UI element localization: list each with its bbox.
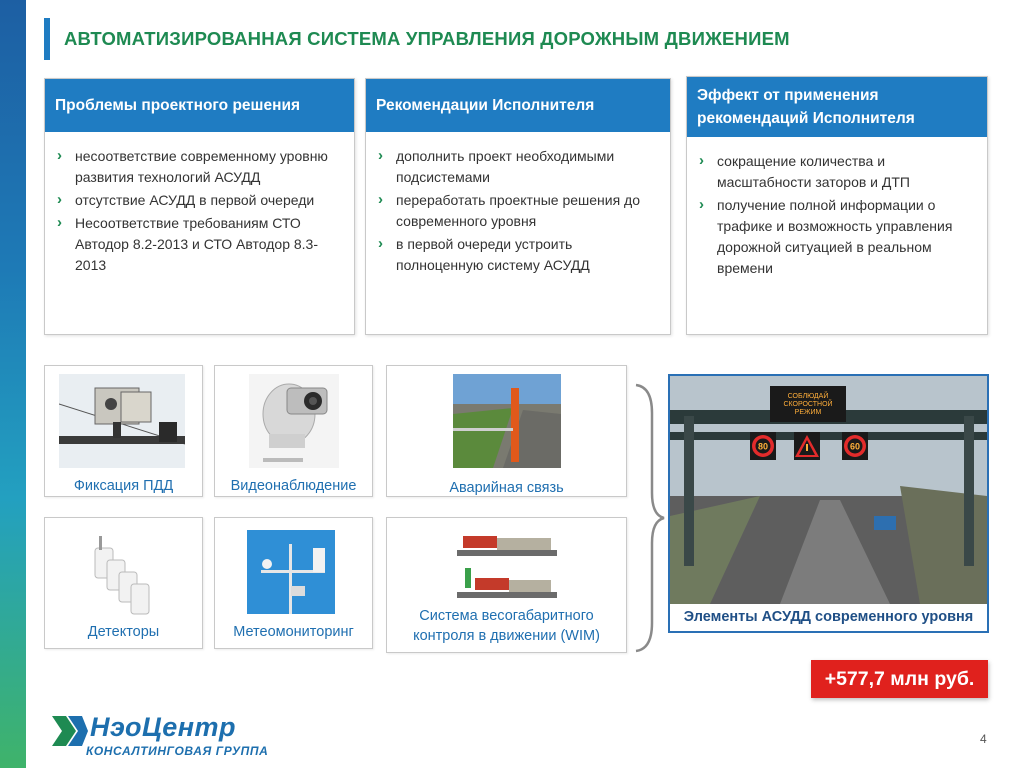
recommendations-heading: Рекомендации Исполнителя xyxy=(366,79,670,132)
tile-traffic-fixation xyxy=(44,365,203,497)
logo-name: НэоЦентр xyxy=(90,712,237,742)
speed-limit-right: 60 xyxy=(849,441,861,452)
wim-diagram-image xyxy=(457,522,557,604)
tile-label: Система весогабаритного контроля в движении (WIM) xyxy=(413,608,600,644)
tile-label: Аварийная связь xyxy=(449,480,564,496)
company-logo xyxy=(52,712,272,762)
cctv-camera-image xyxy=(249,374,339,468)
chevron-right-icon: › xyxy=(699,196,704,213)
list-item: › в первой очереди устроить полноценную систему АСУДД xyxy=(378,234,658,276)
tile-label: Видеонаблюдение xyxy=(230,478,357,494)
tile-label: Фиксация ПДД xyxy=(73,478,174,494)
effect-heading: Эффект от применения рекомендаций Исполнителя xyxy=(687,77,987,137)
chevron-right-icon: › xyxy=(378,191,383,208)
tile-label: Метеомониторинг xyxy=(233,624,354,640)
brace-connector xyxy=(632,383,666,653)
problems-panel xyxy=(44,78,355,335)
chevron-right-icon: › xyxy=(57,191,62,208)
recommendations-panel xyxy=(365,78,671,335)
logo-mark-icon xyxy=(52,716,88,746)
highway-photo-panel xyxy=(668,374,989,633)
problems-heading: Проблемы проектного решения xyxy=(45,79,354,132)
speed-limit-left: 80 xyxy=(757,441,769,452)
list-item: › сокращение количества и масштабности заторов и ДТП xyxy=(699,151,975,193)
logo-subtitle: КОНСАЛТИНГОВАЯ ГРУППА xyxy=(86,744,269,758)
tile-label: Детекторы xyxy=(87,624,160,640)
effect-amount-badge: +577,7 млн руб. xyxy=(811,660,988,698)
highway-gantry-image xyxy=(670,376,987,604)
list-item: › дополнить проект необходимыми подсистемами xyxy=(378,146,658,188)
chevron-right-icon: › xyxy=(378,147,383,164)
tile-emergency-call xyxy=(386,365,627,497)
tile-video-surveillance xyxy=(214,365,373,497)
chevron-right-icon: › xyxy=(378,235,383,252)
title-accent-bar xyxy=(44,18,50,60)
tile-meteo-monitoring xyxy=(214,517,373,649)
page-number: 4 xyxy=(980,732,987,746)
list-item: › Несоответствие требованиям СТО Автодор 8.2-2013 и СТО Автодор 8.3-2013 xyxy=(57,213,342,276)
chevron-right-icon: › xyxy=(57,214,62,231)
tile-detectors xyxy=(44,517,203,649)
traffic-camera-image xyxy=(59,374,185,468)
chevron-right-icon: › xyxy=(699,152,704,169)
detector-devices-image xyxy=(89,530,161,618)
list-item: › переработать проектные решения до современного уровня xyxy=(378,190,658,232)
chevron-right-icon: › xyxy=(57,147,62,164)
list-item: › получение полной информации о трафике и возможность управления дорожной ситуацией в реальном времени xyxy=(699,195,975,279)
slide-title: АВТОМАТИЗИРОВАННАЯ СИСТЕМА УПРАВЛЕНИЯ ДОРОЖНЫМ ДВИЖЕНИЕМ xyxy=(64,28,790,49)
effect-panel xyxy=(686,76,988,335)
weather-station-image xyxy=(247,530,335,614)
list-item: › несоответствие современному уровню развития технологий АСУДД xyxy=(57,146,342,188)
tile-wim-system xyxy=(386,517,627,653)
side-stripe xyxy=(0,0,26,768)
sos-column-image xyxy=(453,374,561,468)
list-item: › отсутствие АСУДД в первой очереди xyxy=(57,190,342,211)
vms-sign-text: СОБЛЮДАЙ СКОРОСТНОЙ РЕЖИМ xyxy=(783,393,833,416)
photo-caption: Элементы АСУДД современного уровня xyxy=(683,609,974,625)
